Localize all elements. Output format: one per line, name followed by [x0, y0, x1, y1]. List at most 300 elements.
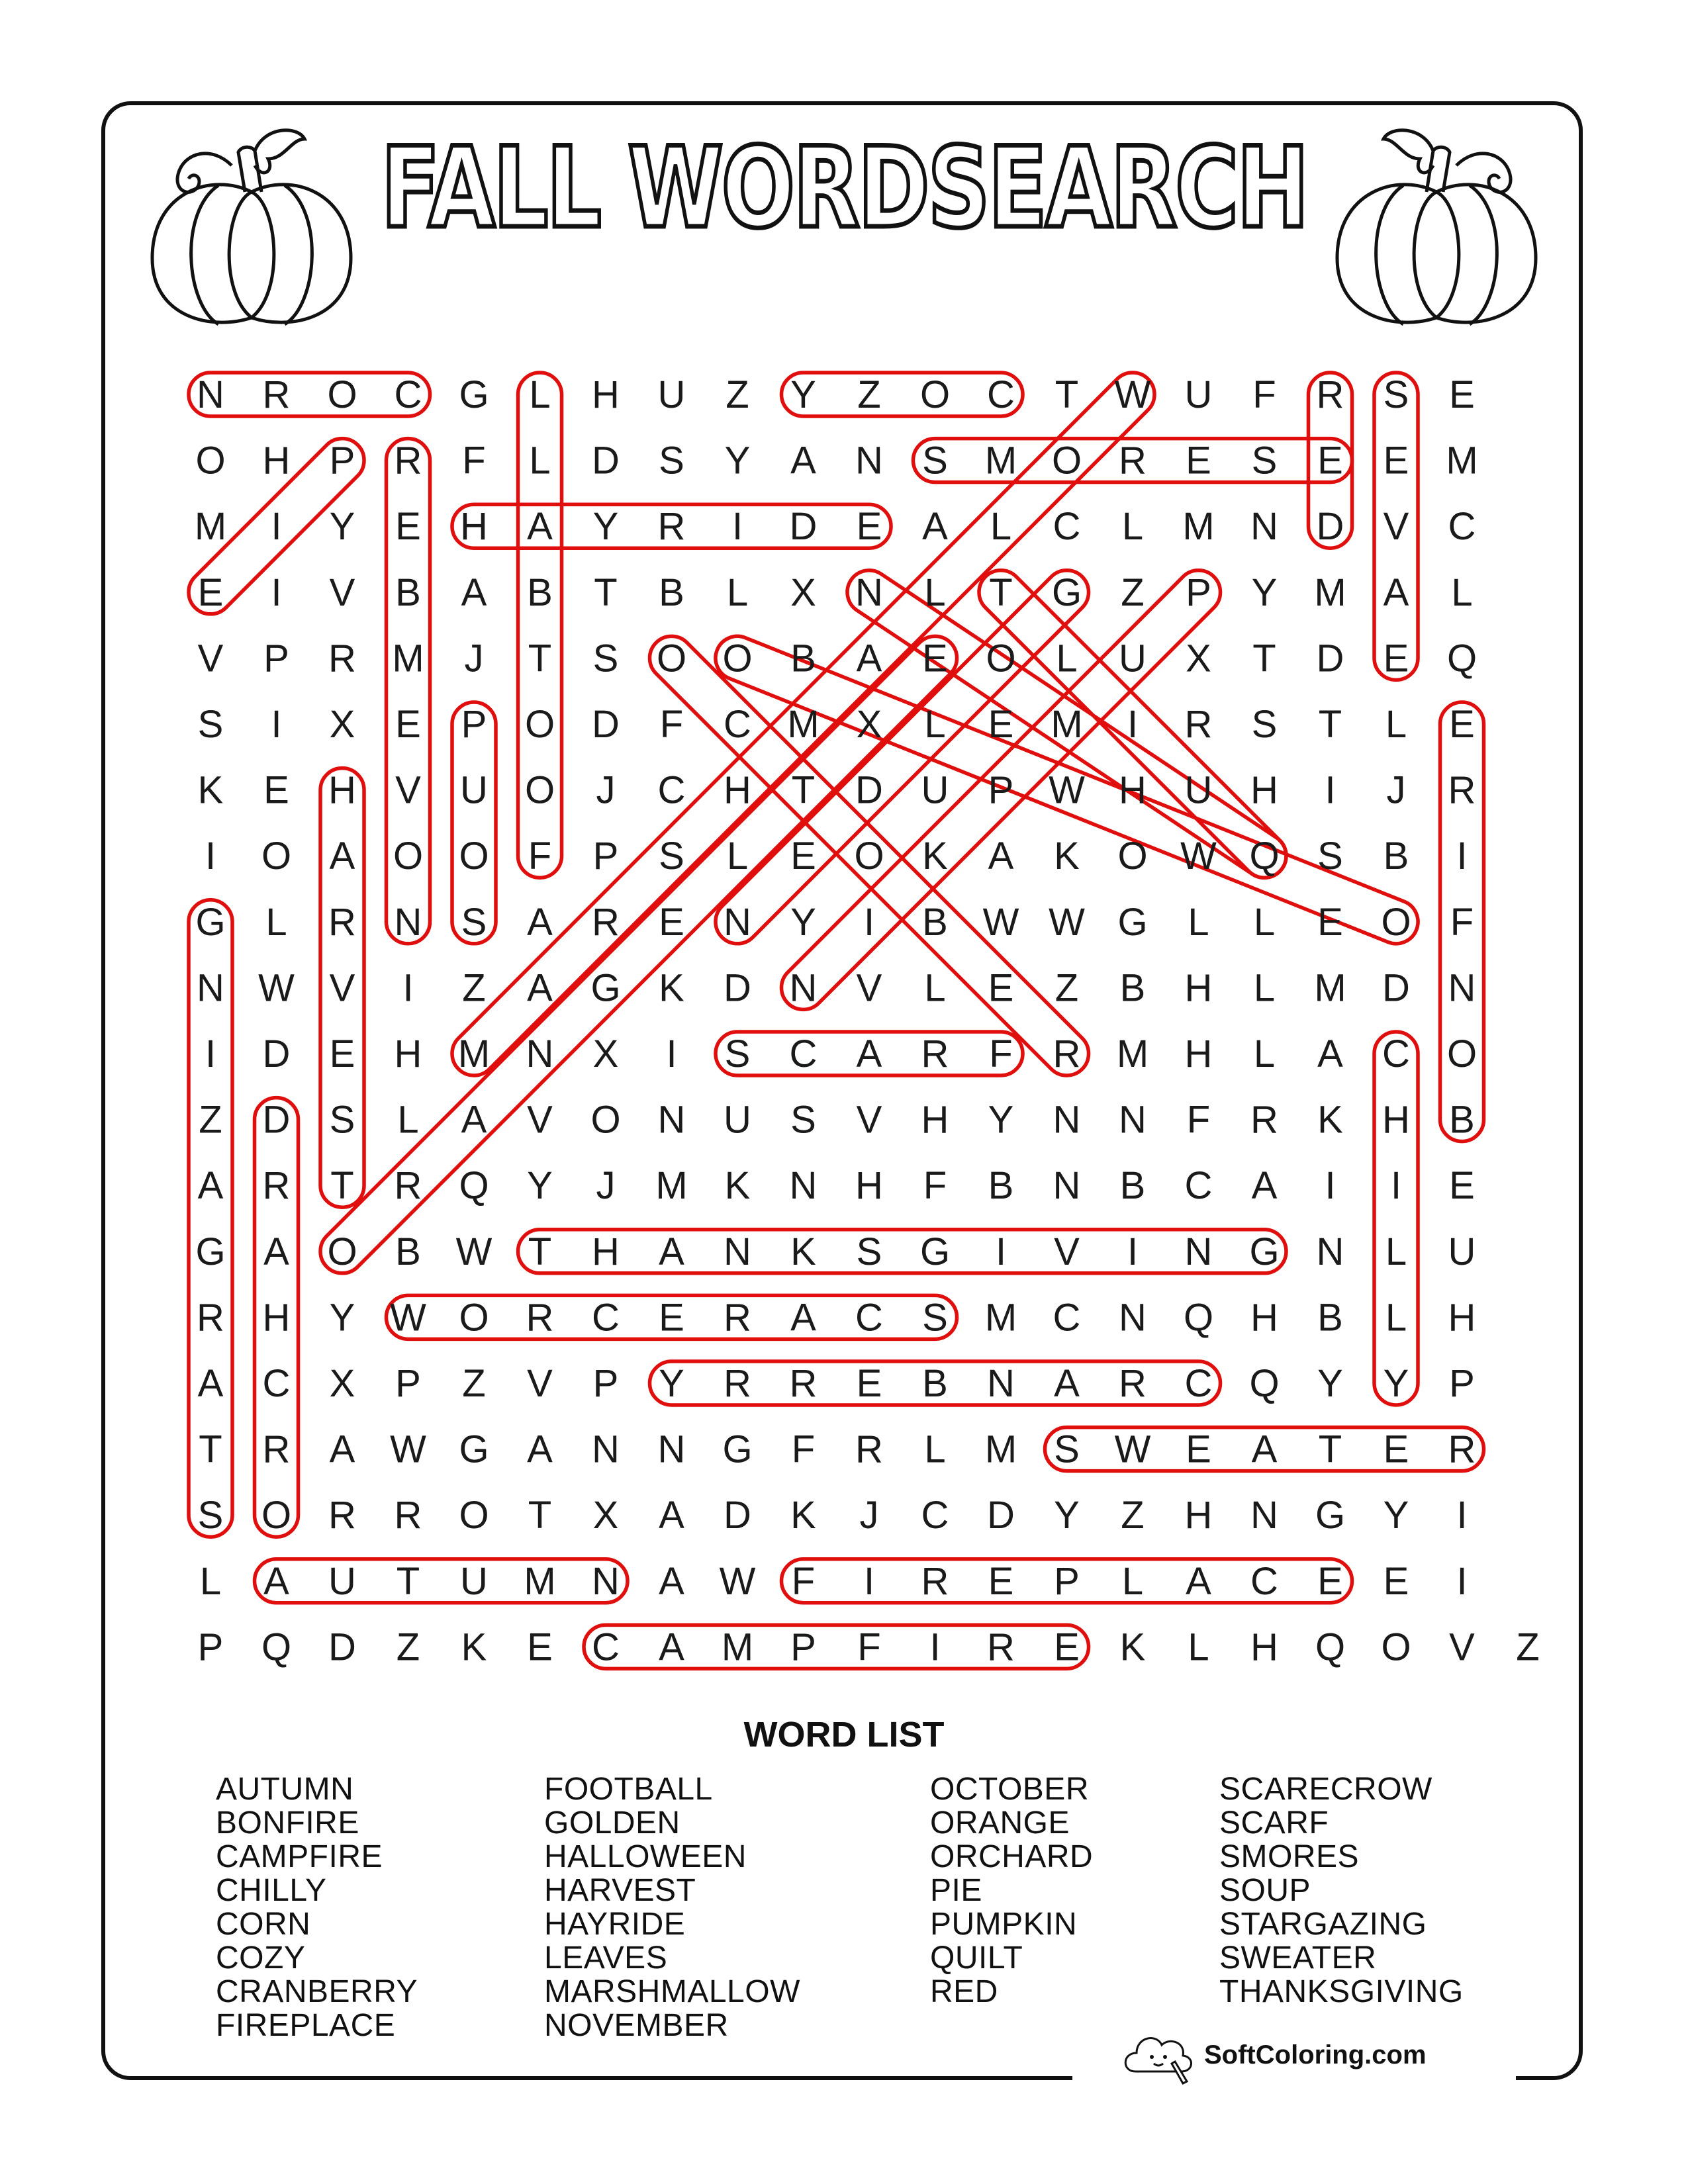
- grid-letter[interactable]: R: [262, 1164, 291, 1208]
- grid-letter[interactable]: G: [459, 373, 489, 416]
- grid-letter[interactable]: W: [1180, 835, 1217, 878]
- grid-letter[interactable]: R: [394, 1164, 422, 1208]
- grid-letter[interactable]: X: [592, 1494, 619, 1537]
- grid-letter[interactable]: K: [724, 1164, 751, 1208]
- grid-letter[interactable]: M: [1314, 966, 1346, 1010]
- grid-letter[interactable]: S: [1251, 703, 1278, 746]
- grid-letter[interactable]: X: [329, 703, 355, 746]
- grid-letter[interactable]: O: [590, 1098, 621, 1142]
- grid-letter[interactable]: V: [856, 966, 882, 1010]
- grid-letter[interactable]: M: [524, 1559, 556, 1603]
- grid-letter[interactable]: E: [1317, 900, 1343, 944]
- grid-letter[interactable]: H: [724, 768, 751, 812]
- grid-letter[interactable]: S: [1317, 835, 1343, 878]
- grid-letter[interactable]: D: [262, 1098, 291, 1142]
- grid-letter[interactable]: W: [1114, 1428, 1151, 1471]
- grid-letter[interactable]: T: [528, 637, 552, 680]
- grid-letter[interactable]: L: [1188, 900, 1209, 944]
- grid-letter[interactable]: O: [261, 835, 292, 878]
- grid-letter[interactable]: A: [856, 637, 882, 680]
- grid-letter[interactable]: C: [1184, 1164, 1213, 1208]
- grid-letter[interactable]: Y: [329, 1296, 355, 1340]
- grid-letter[interactable]: J: [596, 768, 616, 812]
- grid-letter[interactable]: R: [789, 1362, 818, 1405]
- grid-letter[interactable]: N: [197, 373, 224, 416]
- grid-letter[interactable]: U: [724, 1098, 751, 1142]
- grid-letter[interactable]: L: [726, 570, 749, 614]
- grid-letter[interactable]: Z: [396, 1625, 420, 1669]
- grid-letter[interactable]: C: [987, 373, 1015, 416]
- grid-letter[interactable]: L: [397, 1098, 419, 1142]
- grid-letter[interactable]: N: [592, 1428, 620, 1471]
- grid-letter[interactable]: Z: [726, 373, 749, 416]
- grid-letter[interactable]: D: [987, 1494, 1015, 1537]
- grid-letter[interactable]: P: [329, 439, 355, 482]
- grid-letter[interactable]: G: [459, 1428, 489, 1471]
- grid-letter[interactable]: S: [197, 1494, 224, 1537]
- grid-letter[interactable]: E: [1383, 1559, 1409, 1603]
- grid-letter[interactable]: R: [921, 1032, 949, 1075]
- grid-letter[interactable]: N: [592, 1559, 620, 1603]
- grid-letter[interactable]: B: [659, 570, 684, 614]
- grid-letter[interactable]: A: [922, 505, 948, 549]
- grid-letter[interactable]: M: [721, 1625, 754, 1669]
- grid-letter[interactable]: J: [596, 1164, 616, 1208]
- grid-letter[interactable]: R: [1119, 439, 1147, 482]
- grid-letter[interactable]: S: [197, 703, 224, 746]
- grid-letter[interactable]: R: [1053, 1032, 1081, 1075]
- grid-letter[interactable]: D: [262, 1032, 291, 1075]
- grid-letter[interactable]: R: [394, 439, 422, 482]
- grid-letter[interactable]: W: [982, 900, 1019, 944]
- grid-letter[interactable]: M: [1314, 570, 1346, 614]
- grid-letter[interactable]: Z: [199, 1098, 222, 1142]
- grid-letter[interactable]: I: [863, 1559, 875, 1603]
- grid-letter[interactable]: O: [524, 703, 555, 746]
- grid-letter[interactable]: T: [1055, 373, 1079, 416]
- grid-letter[interactable]: N: [1053, 1098, 1081, 1142]
- grid-letter[interactable]: Y: [1383, 1494, 1409, 1537]
- grid-letter[interactable]: T: [1318, 1428, 1342, 1471]
- grid-letter[interactable]: L: [990, 505, 1012, 549]
- grid-letter[interactable]: Q: [1315, 1625, 1346, 1669]
- grid-letter[interactable]: L: [199, 1559, 222, 1603]
- grid-letter[interactable]: T: [989, 570, 1013, 614]
- grid-letter[interactable]: H: [328, 768, 356, 812]
- grid-letter[interactable]: L: [924, 1428, 946, 1471]
- grid-letter[interactable]: C: [592, 1296, 620, 1340]
- grid-letter[interactable]: L: [924, 703, 946, 746]
- grid-letter[interactable]: E: [329, 1032, 355, 1075]
- grid-letter[interactable]: R: [987, 1625, 1015, 1669]
- grid-letter[interactable]: C: [724, 703, 751, 746]
- grid-letter[interactable]: L: [924, 570, 946, 614]
- grid-letter[interactable]: Y: [1383, 1362, 1409, 1405]
- grid-letter[interactable]: T: [791, 768, 816, 812]
- grid-letter[interactable]: H: [921, 1098, 949, 1142]
- grid-letter[interactable]: F: [1252, 373, 1276, 416]
- grid-letter[interactable]: S: [790, 1098, 816, 1142]
- grid-letter[interactable]: C: [1053, 505, 1081, 549]
- grid-letter[interactable]: I: [271, 703, 282, 746]
- grid-letter[interactable]: W: [390, 1428, 426, 1471]
- grid-letter[interactable]: B: [988, 1164, 1014, 1208]
- grid-letter[interactable]: G: [195, 900, 226, 944]
- grid-letter[interactable]: O: [722, 637, 753, 680]
- grid-letter[interactable]: S: [659, 439, 684, 482]
- grid-letter[interactable]: L: [1385, 1296, 1407, 1340]
- grid-letter[interactable]: A: [790, 439, 816, 482]
- grid-letter[interactable]: Q: [1446, 637, 1477, 680]
- grid-letter[interactable]: H: [262, 439, 291, 482]
- grid-letter[interactable]: I: [1325, 1164, 1336, 1208]
- grid-letter[interactable]: N: [1448, 966, 1476, 1010]
- grid-letter[interactable]: O: [393, 835, 424, 878]
- grid-letter[interactable]: N: [1184, 1230, 1213, 1273]
- grid-letter[interactable]: K: [1119, 1625, 1146, 1669]
- grid-letter[interactable]: I: [1325, 768, 1336, 812]
- grid-letter[interactable]: W: [1114, 373, 1151, 416]
- grid-letter[interactable]: D: [855, 768, 883, 812]
- grid-letter[interactable]: P: [395, 1362, 421, 1405]
- grid-letter[interactable]: Q: [1249, 835, 1280, 878]
- grid-letter[interactable]: D: [724, 966, 751, 1010]
- grid-letter[interactable]: D: [1382, 966, 1410, 1010]
- grid-letter[interactable]: I: [1456, 1494, 1468, 1537]
- grid-letter[interactable]: O: [261, 1494, 292, 1537]
- grid-letter[interactable]: M: [984, 1428, 1017, 1471]
- grid-letter[interactable]: E: [395, 505, 421, 549]
- grid-letter[interactable]: I: [402, 966, 414, 1010]
- grid-letter[interactable]: B: [1383, 835, 1409, 878]
- grid-letter[interactable]: C: [1053, 1296, 1081, 1340]
- grid-letter[interactable]: A: [659, 1494, 684, 1537]
- grid-letter[interactable]: J: [859, 1494, 879, 1537]
- grid-letter[interactable]: I: [731, 505, 743, 549]
- grid-letter[interactable]: V: [1449, 1625, 1475, 1669]
- grid-letter[interactable]: B: [395, 1230, 421, 1273]
- grid-letter[interactable]: A: [856, 1032, 882, 1075]
- grid-letter[interactable]: L: [1385, 703, 1407, 746]
- grid-letter[interactable]: V: [395, 768, 421, 812]
- grid-letter[interactable]: M: [984, 439, 1017, 482]
- grid-letter[interactable]: A: [197, 1164, 224, 1208]
- grid-letter[interactable]: R: [328, 637, 356, 680]
- grid-letter[interactable]: E: [1383, 1428, 1409, 1471]
- grid-letter[interactable]: A: [1054, 1362, 1080, 1405]
- grid-letter[interactable]: D: [1316, 637, 1344, 680]
- grid-letter[interactable]: T: [528, 1494, 552, 1537]
- grid-letter[interactable]: E: [197, 570, 224, 614]
- grid-letter[interactable]: E: [790, 835, 816, 878]
- grid-letter[interactable]: I: [995, 1230, 1007, 1273]
- grid-letter[interactable]: A: [659, 1625, 684, 1669]
- grid-letter[interactable]: I: [1456, 1559, 1468, 1603]
- grid-letter[interactable]: V: [856, 1098, 882, 1142]
- grid-letter[interactable]: K: [659, 966, 684, 1010]
- grid-letter[interactable]: A: [461, 1098, 487, 1142]
- grid-letter[interactable]: O: [854, 835, 884, 878]
- grid-letter[interactable]: L: [1056, 637, 1078, 680]
- grid-letter[interactable]: G: [919, 1230, 951, 1273]
- grid-letter[interactable]: Z: [462, 966, 486, 1010]
- grid-letter[interactable]: M: [787, 703, 820, 746]
- grid-letter[interactable]: F: [923, 1164, 947, 1208]
- grid-letter[interactable]: X: [592, 1032, 619, 1075]
- grid-letter[interactable]: K: [922, 835, 948, 878]
- grid-letter[interactable]: A: [1317, 1032, 1343, 1075]
- grid-letter[interactable]: A: [527, 966, 553, 1010]
- grid-letter[interactable]: O: [986, 637, 1016, 680]
- grid-letter[interactable]: F: [462, 439, 486, 482]
- grid-letter[interactable]: O: [919, 373, 951, 416]
- grid-letter[interactable]: M: [392, 637, 424, 680]
- grid-letter[interactable]: O: [1381, 900, 1411, 944]
- grid-letter[interactable]: Y: [592, 505, 619, 549]
- grid-letter[interactable]: R: [657, 505, 686, 549]
- grid-letter[interactable]: E: [1449, 1164, 1475, 1208]
- grid-letter[interactable]: Y: [1251, 570, 1278, 614]
- grid-letter[interactable]: R: [1184, 703, 1213, 746]
- grid-letter[interactable]: I: [1456, 835, 1468, 878]
- grid-letter[interactable]: B: [395, 570, 421, 614]
- grid-letter[interactable]: D: [328, 1625, 356, 1669]
- grid-letter[interactable]: F: [791, 1428, 816, 1471]
- grid-letter[interactable]: T: [199, 1428, 222, 1471]
- grid-letter[interactable]: N: [657, 1098, 686, 1142]
- grid-letter[interactable]: S: [329, 1098, 355, 1142]
- grid-letter[interactable]: U: [460, 1559, 488, 1603]
- grid-letter[interactable]: R: [855, 1428, 883, 1471]
- grid-letter[interactable]: I: [205, 835, 216, 878]
- grid-letter[interactable]: A: [1383, 570, 1409, 614]
- grid-letter[interactable]: E: [988, 1559, 1014, 1603]
- grid-letter[interactable]: L: [529, 373, 551, 416]
- grid-letter[interactable]: D: [592, 703, 620, 746]
- grid-letter[interactable]: W: [1049, 768, 1085, 812]
- grid-letter[interactable]: E: [856, 505, 882, 549]
- grid-letter[interactable]: N: [526, 1032, 554, 1075]
- grid-letter[interactable]: L: [529, 439, 551, 482]
- grid-letter[interactable]: S: [724, 1032, 751, 1075]
- grid-letter[interactable]: E: [988, 703, 1014, 746]
- grid-letter[interactable]: E: [1054, 1625, 1080, 1669]
- grid-letter[interactable]: L: [1385, 1230, 1407, 1273]
- grid-letter[interactable]: H: [262, 1296, 291, 1340]
- grid-letter[interactable]: O: [327, 373, 357, 416]
- grid-letter[interactable]: A: [329, 835, 355, 878]
- grid-letter[interactable]: I: [863, 900, 875, 944]
- grid-letter[interactable]: S: [1251, 439, 1278, 482]
- grid-letter[interactable]: N: [1119, 1296, 1147, 1340]
- grid-letter[interactable]: E: [1383, 439, 1409, 482]
- grid-letter[interactable]: E: [1449, 373, 1475, 416]
- grid-letter[interactable]: N: [657, 1428, 686, 1471]
- grid-letter[interactable]: H: [855, 1164, 883, 1208]
- grid-letter[interactable]: A: [263, 1559, 289, 1603]
- grid-letter[interactable]: A: [263, 1230, 289, 1273]
- grid-letter[interactable]: A: [329, 1428, 355, 1471]
- grid-letter[interactable]: M: [1446, 439, 1478, 482]
- grid-letter[interactable]: Y: [1317, 1362, 1343, 1405]
- grid-letter[interactable]: S: [592, 637, 619, 680]
- grid-letter[interactable]: Z: [1121, 1494, 1145, 1537]
- grid-letter[interactable]: W: [1049, 900, 1085, 944]
- grid-letter[interactable]: L: [1121, 1559, 1144, 1603]
- grid-letter[interactable]: Z: [1516, 1625, 1540, 1669]
- grid-letter[interactable]: O: [1446, 1032, 1477, 1075]
- grid-letter[interactable]: U: [460, 768, 488, 812]
- grid-letter[interactable]: E: [527, 1625, 553, 1669]
- grid-letter[interactable]: N: [197, 966, 224, 1010]
- grid-letter[interactable]: P: [197, 1625, 224, 1669]
- grid-letter[interactable]: A: [1186, 1559, 1211, 1603]
- grid-letter[interactable]: A: [659, 1230, 684, 1273]
- grid-letter[interactable]: G: [1051, 570, 1082, 614]
- grid-letter[interactable]: V: [329, 570, 355, 614]
- grid-letter[interactable]: W: [390, 1296, 426, 1340]
- grid-letter[interactable]: B: [527, 570, 553, 614]
- grid-letter[interactable]: C: [789, 1032, 818, 1075]
- grid-letter[interactable]: M: [1116, 1032, 1149, 1075]
- grid-letter[interactable]: P: [1054, 1559, 1080, 1603]
- grid-letter[interactable]: Z: [1055, 966, 1079, 1010]
- grid-letter[interactable]: C: [921, 1494, 949, 1537]
- grid-letter[interactable]: Z: [1121, 570, 1145, 614]
- grid-letter[interactable]: N: [724, 1230, 751, 1273]
- grid-letter[interactable]: K: [790, 1494, 816, 1537]
- grid-letter[interactable]: U: [1184, 768, 1213, 812]
- grid-letter[interactable]: A: [1251, 1164, 1278, 1208]
- grid-letter[interactable]: M: [655, 1164, 688, 1208]
- grid-letter[interactable]: L: [726, 835, 749, 878]
- grid-letter[interactable]: L: [924, 966, 946, 1010]
- grid-letter[interactable]: O: [1381, 1625, 1411, 1669]
- grid-letter[interactable]: Q: [1183, 1296, 1214, 1340]
- grid-letter[interactable]: J: [1386, 768, 1406, 812]
- grid-letter[interactable]: C: [855, 1296, 883, 1340]
- grid-letter[interactable]: N: [789, 966, 818, 1010]
- grid-letter[interactable]: E: [1317, 1559, 1343, 1603]
- grid-letter[interactable]: S: [1054, 1428, 1080, 1471]
- grid-letter[interactable]: K: [1317, 1098, 1343, 1142]
- grid-letter[interactable]: B: [1449, 1098, 1475, 1142]
- grid-letter[interactable]: U: [1448, 1230, 1476, 1273]
- grid-letter[interactable]: E: [1449, 703, 1475, 746]
- grid-letter[interactable]: H: [1184, 1032, 1213, 1075]
- grid-letter[interactable]: R: [1448, 768, 1476, 812]
- grid-letter[interactable]: G: [1117, 900, 1148, 944]
- grid-letter[interactable]: R: [1316, 373, 1344, 416]
- grid-letter[interactable]: F: [857, 1625, 881, 1669]
- grid-letter[interactable]: R: [262, 373, 291, 416]
- grid-letter[interactable]: E: [659, 900, 684, 944]
- grid-letter[interactable]: O: [459, 835, 489, 878]
- grid-letter[interactable]: K: [1054, 835, 1080, 878]
- grid-letter[interactable]: N: [987, 1362, 1015, 1405]
- grid-letter[interactable]: N: [1250, 505, 1278, 549]
- grid-letter[interactable]: H: [1250, 1625, 1278, 1669]
- grid-letter[interactable]: R: [724, 1296, 751, 1340]
- grid-letter[interactable]: A: [461, 570, 487, 614]
- grid-letter[interactable]: O: [1051, 439, 1082, 482]
- grid-letter[interactable]: U: [1184, 373, 1213, 416]
- grid-letter[interactable]: C: [1184, 1362, 1213, 1405]
- grid-letter[interactable]: V: [1383, 505, 1409, 549]
- grid-letter[interactable]: V: [197, 637, 224, 680]
- grid-letter[interactable]: N: [724, 900, 751, 944]
- grid-letter[interactable]: U: [328, 1559, 356, 1603]
- grid-letter[interactable]: Y: [988, 1098, 1014, 1142]
- grid-letter[interactable]: L: [1253, 900, 1276, 944]
- grid-letter[interactable]: E: [395, 703, 421, 746]
- grid-letter[interactable]: L: [1121, 505, 1144, 549]
- grid-letter[interactable]: E: [1186, 1428, 1211, 1471]
- grid-letter[interactable]: E: [856, 1362, 882, 1405]
- grid-letter[interactable]: T: [1318, 703, 1342, 746]
- grid-letter[interactable]: T: [1252, 637, 1276, 680]
- grid-letter[interactable]: Y: [527, 1164, 553, 1208]
- grid-letter[interactable]: R: [394, 1494, 422, 1537]
- grid-letter[interactable]: R: [1119, 1362, 1147, 1405]
- grid-letter[interactable]: H: [1119, 768, 1147, 812]
- grid-letter[interactable]: R: [526, 1296, 554, 1340]
- grid-letter[interactable]: R: [1250, 1098, 1278, 1142]
- grid-letter[interactable]: N: [855, 570, 883, 614]
- grid-letter[interactable]: A: [527, 900, 553, 944]
- grid-letter[interactable]: I: [271, 505, 282, 549]
- grid-letter[interactable]: B: [922, 900, 948, 944]
- grid-letter[interactable]: A: [1251, 1428, 1278, 1471]
- grid-letter[interactable]: Y: [329, 505, 355, 549]
- grid-letter[interactable]: N: [1053, 1164, 1081, 1208]
- grid-letter[interactable]: M: [984, 1296, 1017, 1340]
- grid-letter[interactable]: I: [1127, 1230, 1139, 1273]
- grid-letter[interactable]: O: [656, 637, 687, 680]
- grid-letter[interactable]: T: [396, 1559, 420, 1603]
- grid-letter[interactable]: D: [789, 505, 818, 549]
- grid-letter[interactable]: I: [666, 1032, 677, 1075]
- grid-letter[interactable]: C: [394, 373, 422, 416]
- grid-letter[interactable]: W: [455, 1230, 492, 1273]
- grid-letter[interactable]: Q: [459, 1164, 489, 1208]
- grid-letter[interactable]: Q: [261, 1625, 292, 1669]
- grid-letter[interactable]: H: [394, 1032, 422, 1075]
- grid-letter[interactable]: A: [197, 1362, 224, 1405]
- grid-letter[interactable]: S: [1383, 373, 1409, 416]
- grid-letter[interactable]: V: [527, 1098, 553, 1142]
- grid-letter[interactable]: K: [197, 768, 224, 812]
- grid-letter[interactable]: X: [856, 703, 882, 746]
- grid-letter[interactable]: P: [790, 1625, 816, 1669]
- grid-letter[interactable]: V: [329, 966, 355, 1010]
- grid-letter[interactable]: T: [528, 1230, 552, 1273]
- grid-letter[interactable]: M: [194, 505, 227, 549]
- grid-letter[interactable]: U: [921, 768, 949, 812]
- grid-letter[interactable]: X: [1186, 637, 1211, 680]
- grid-letter[interactable]: N: [1250, 1494, 1278, 1537]
- grid-letter[interactable]: C: [1382, 1032, 1410, 1075]
- grid-letter[interactable]: X: [790, 570, 816, 614]
- grid-letter[interactable]: B: [790, 637, 816, 680]
- grid-letter[interactable]: D: [724, 1494, 751, 1537]
- grid-letter[interactable]: H: [1250, 1296, 1278, 1340]
- grid-letter[interactable]: B: [1119, 1164, 1146, 1208]
- grid-letter[interactable]: S: [461, 900, 487, 944]
- grid-letter[interactable]: O: [524, 768, 555, 812]
- grid-letter[interactable]: H: [1184, 966, 1213, 1010]
- grid-letter[interactable]: S: [922, 1296, 948, 1340]
